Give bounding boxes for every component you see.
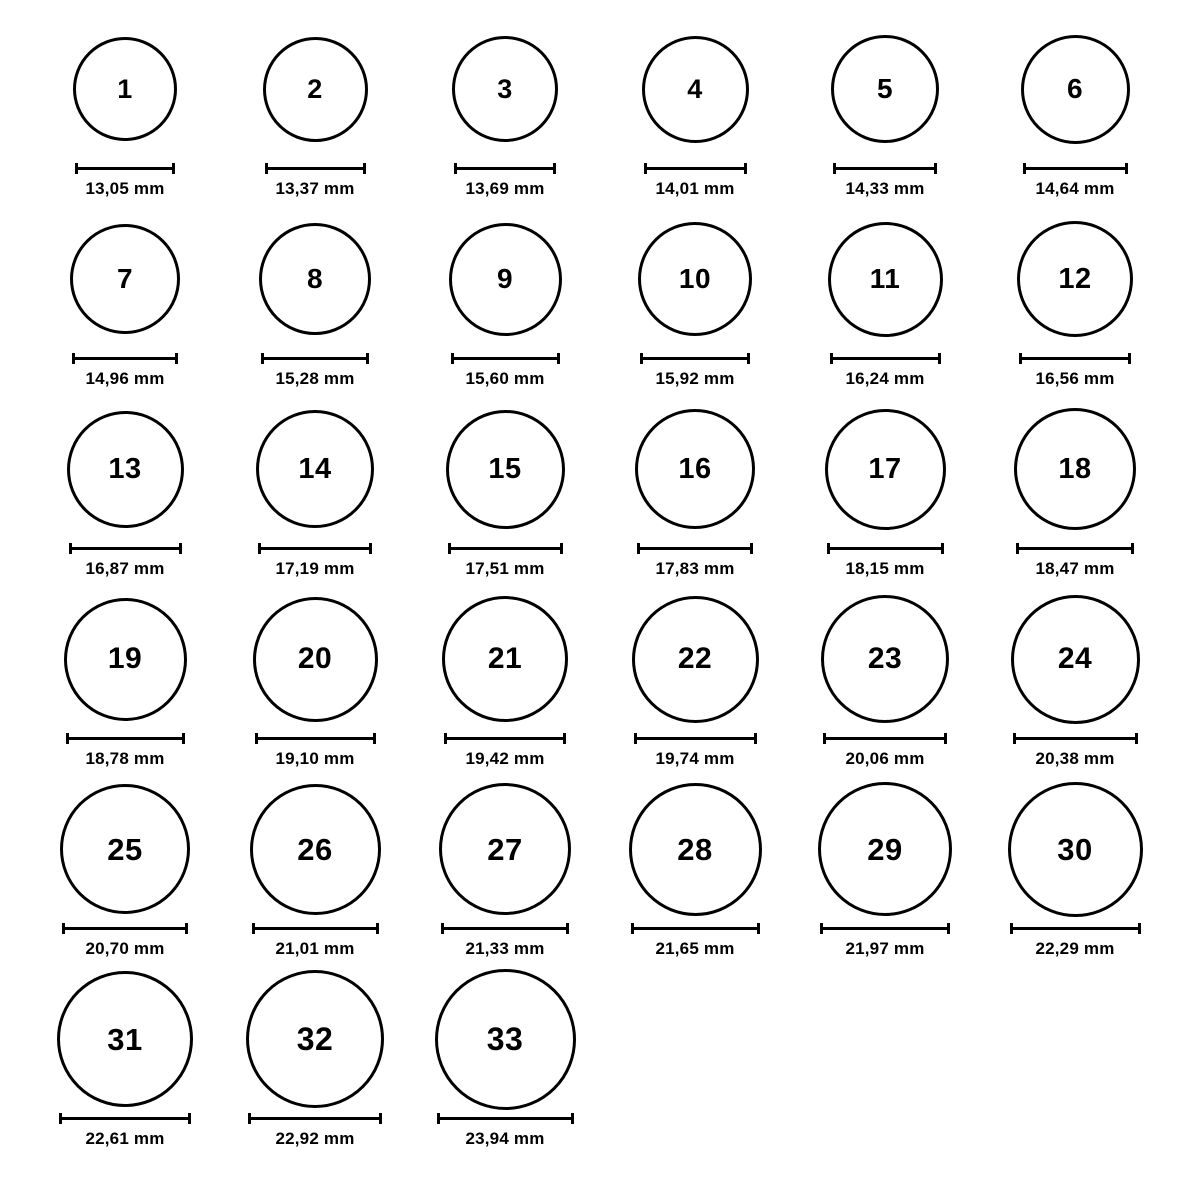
measure-bar-line <box>437 1117 574 1120</box>
ring-circle <box>263 37 368 142</box>
diameter-label: 14,33 mm <box>845 179 925 198</box>
ring-size-cell <box>30 588 220 778</box>
diameter-measure-bar <box>631 922 760 934</box>
ring-circle <box>1021 35 1130 144</box>
ring-circle-wrap <box>825 398 946 540</box>
diameter-label: 22,92 mm <box>275 1129 355 1148</box>
ring-size-number: 16 <box>678 452 712 485</box>
diameter-label: 18,78 mm <box>85 749 165 768</box>
ring-size-number: 9 <box>496 263 514 294</box>
ring-size-number: 30 <box>1057 831 1093 867</box>
measure-bar-line <box>631 927 760 930</box>
ring-size-number: 17 <box>868 452 902 485</box>
measure-bar-line <box>640 357 750 360</box>
measure-bar-line <box>75 167 175 170</box>
diameter-label: 20,38 mm <box>1035 749 1115 768</box>
measure-bar-graphic <box>454 163 556 174</box>
diameter-label: 21,33 mm <box>465 939 545 958</box>
measure-bar-line <box>72 357 178 360</box>
ring-size-number: 15 <box>488 452 522 485</box>
ring-circle <box>449 223 562 336</box>
ring-size-number: 4 <box>687 73 703 104</box>
ring-size-number: 10 <box>678 263 712 294</box>
diameter-label: 17,19 mm <box>275 559 355 578</box>
ring-size-cell <box>220 778 410 968</box>
diameter-measure-bar <box>820 922 950 934</box>
measure-bar-line <box>448 547 563 550</box>
ring-circle <box>821 595 949 723</box>
diameter-measure-bar <box>437 1112 574 1124</box>
ring-size-number: 22 <box>677 642 713 675</box>
ring-circle <box>638 222 752 336</box>
measure-bar-graphic <box>75 163 175 174</box>
diameter-label: 23,94 mm <box>465 1129 545 1148</box>
ring-circle <box>825 409 946 530</box>
ring-circle <box>446 410 565 529</box>
ring-size-cell <box>30 18 220 208</box>
ring-size-number: 3 <box>497 73 513 104</box>
measure-bar-graphic <box>1016 543 1134 554</box>
measure-bar-graphic <box>631 923 760 934</box>
ring-size-cell <box>220 208 410 398</box>
measure-bar-graphic <box>830 353 941 364</box>
ring-size-number: 25 <box>107 831 143 867</box>
measure-bar-graphic <box>634 733 757 744</box>
diameter-label: 20,06 mm <box>845 749 925 768</box>
ring-size-cell <box>790 588 980 778</box>
measure-bar-graphic <box>72 353 178 364</box>
ring-circle-wrap <box>1008 778 1143 920</box>
ring-size-cell <box>410 968 600 1158</box>
ring-size-cell <box>980 778 1170 968</box>
ring-circle <box>259 223 371 335</box>
ring-size-number: 6 <box>1066 73 1084 104</box>
measure-bar-line <box>255 737 376 740</box>
ring-size-number: 33 <box>486 1021 524 1057</box>
measure-bar-graphic <box>258 543 372 554</box>
ring-size-number: 1 <box>117 73 133 104</box>
diameter-label: 13,69 mm <box>465 179 545 198</box>
ring-size-cell <box>30 968 220 1158</box>
measure-bar-graphic <box>827 543 944 554</box>
ring-circle <box>818 782 952 916</box>
ring-size-cell <box>410 398 600 588</box>
measure-bar-line <box>637 547 753 550</box>
ring-circle-wrap <box>439 778 571 920</box>
ring-circle-wrap <box>60 778 190 920</box>
ring-grid <box>0 18 1200 1158</box>
diameter-measure-bar <box>830 352 941 364</box>
ring-circle-wrap <box>1017 208 1133 350</box>
ring-circle-wrap <box>1014 398 1136 540</box>
ring-size-cell <box>410 778 600 968</box>
ring-circle <box>439 783 571 915</box>
ring-circle <box>452 36 558 142</box>
measure-bar-graphic <box>451 353 560 364</box>
measure-bar-graphic <box>448 543 563 554</box>
ring-size-cell <box>790 18 980 208</box>
diameter-measure-bar <box>444 732 566 744</box>
ring-size-cell <box>410 18 600 208</box>
ring-circle <box>1017 221 1133 337</box>
measure-bar-line <box>644 167 747 170</box>
diameter-measure-bar <box>1016 542 1134 554</box>
ring-circle-wrap <box>1011 588 1140 730</box>
measure-bar-line <box>820 927 950 930</box>
ring-size-number: 13 <box>108 452 142 485</box>
ring-circle <box>64 598 187 721</box>
ring-size-cell <box>980 398 1170 588</box>
measure-bar-graphic <box>1013 733 1138 744</box>
ring-circle-wrap <box>632 588 759 730</box>
ring-size-number: 31 <box>107 1021 143 1057</box>
ring-size-number: 7 <box>116 263 134 294</box>
ring-size-cell <box>30 208 220 398</box>
ring-circle-wrap <box>629 778 762 920</box>
diameter-measure-bar <box>451 352 560 364</box>
diameter-label: 15,92 mm <box>655 369 735 388</box>
ring-size-cell <box>600 208 790 398</box>
ring-size-cell <box>220 968 410 1158</box>
ring-size-number: 5 <box>876 73 894 104</box>
ring-size-number: 20 <box>297 642 333 675</box>
ring-size-cell <box>790 208 980 398</box>
ring-circle <box>442 596 568 722</box>
measure-bar-line <box>69 547 182 550</box>
measure-bar-line <box>62 927 188 930</box>
measure-bar-line <box>833 167 937 170</box>
diameter-label: 14,01 mm <box>655 179 735 198</box>
ring-circle <box>253 597 378 722</box>
measure-bar-graphic <box>823 733 947 744</box>
diameter-label: 13,37 mm <box>275 179 355 198</box>
diameter-label: 15,28 mm <box>275 369 355 388</box>
diameter-measure-bar <box>448 542 563 554</box>
ring-size-number: 29 <box>867 831 903 867</box>
diameter-measure-bar <box>1010 922 1141 934</box>
ring-size-cell <box>980 208 1170 398</box>
ring-circle <box>246 970 384 1108</box>
measure-bar-line <box>258 547 372 550</box>
ring-size-number: 26 <box>297 831 333 867</box>
ring-size-number: 32 <box>296 1021 334 1057</box>
ring-circle-wrap <box>442 588 568 730</box>
diameter-measure-bar <box>248 1112 382 1124</box>
diameter-label: 17,83 mm <box>655 559 735 578</box>
measure-bar-graphic <box>255 733 376 744</box>
diameter-label: 19,42 mm <box>465 749 545 768</box>
ring-size-cell <box>600 398 790 588</box>
diameter-measure-bar <box>66 732 185 744</box>
diameter-measure-bar <box>265 162 366 174</box>
measure-bar-line <box>827 547 944 550</box>
measure-bar-graphic <box>437 1113 574 1124</box>
diameter-measure-bar <box>454 162 556 174</box>
diameter-measure-bar <box>255 732 376 744</box>
diameter-label: 14,64 mm <box>1035 179 1115 198</box>
diameter-label: 22,61 mm <box>85 1129 165 1148</box>
measure-bar-graphic <box>644 163 747 174</box>
ring-size-cell <box>220 398 410 588</box>
diameter-measure-bar <box>827 542 944 554</box>
ring-circle-wrap <box>828 208 943 350</box>
measure-bar-line <box>1016 547 1134 550</box>
ring-size-cell <box>980 18 1170 208</box>
ring-circle-wrap <box>256 398 374 540</box>
ring-circle <box>250 784 381 915</box>
ring-size-number: 14 <box>298 452 332 485</box>
ring-circle-wrap <box>57 968 193 1110</box>
measure-bar-line <box>634 737 757 740</box>
measure-bar-line <box>1010 927 1141 930</box>
ring-circle-wrap <box>818 778 952 920</box>
ring-circle-wrap <box>821 588 949 730</box>
ring-circle <box>57 971 193 1107</box>
measure-bar-graphic <box>261 353 369 364</box>
ring-circle <box>1008 782 1143 917</box>
ring-circle <box>629 783 762 916</box>
measure-bar-graphic <box>444 733 566 744</box>
measure-bar-graphic <box>59 1113 191 1124</box>
diameter-measure-bar <box>644 162 747 174</box>
measure-bar-graphic <box>441 923 569 934</box>
measure-bar-graphic <box>1019 353 1131 364</box>
diameter-measure-bar <box>69 542 182 554</box>
measure-bar-line <box>823 737 947 740</box>
ring-size-cell <box>220 588 410 778</box>
ring-size-number: 19 <box>107 642 143 675</box>
ring-circle-wrap <box>446 398 565 540</box>
measure-bar-line <box>66 737 185 740</box>
ring-size-cell <box>410 208 600 398</box>
measure-bar-line <box>1019 357 1131 360</box>
diameter-measure-bar <box>441 922 569 934</box>
ring-circle <box>828 222 943 337</box>
measure-bar-line <box>441 927 569 930</box>
diameter-measure-bar <box>59 1112 191 1124</box>
ring-size-cell <box>790 778 980 968</box>
ring-size-number: 8 <box>306 263 324 294</box>
ring-circle <box>435 969 576 1110</box>
diameter-label: 19,10 mm <box>275 749 355 768</box>
ring-circle <box>60 784 190 914</box>
measure-bar-line <box>59 1117 191 1120</box>
ring-circle-wrap <box>635 398 755 540</box>
diameter-measure-bar <box>823 732 947 744</box>
diameter-measure-bar <box>640 352 750 364</box>
diameter-measure-bar <box>1023 162 1128 174</box>
measure-bar-graphic <box>640 353 750 364</box>
diameter-measure-bar <box>252 922 379 934</box>
diameter-label: 17,51 mm <box>465 559 545 578</box>
diameter-label: 16,56 mm <box>1035 369 1115 388</box>
ring-circle-wrap <box>253 588 378 730</box>
diameter-label: 21,01 mm <box>275 939 355 958</box>
ring-size-number: 12 <box>1058 262 1092 295</box>
ring-circle <box>256 410 374 528</box>
ring-circle-wrap <box>64 588 187 730</box>
diameter-measure-bar <box>62 922 188 934</box>
ring-size-cell <box>30 778 220 968</box>
ring-circle-wrap <box>449 208 562 350</box>
ring-size-cell <box>600 18 790 208</box>
ring-circle-wrap <box>831 18 939 160</box>
measure-bar-line <box>265 167 366 170</box>
diameter-label: 15,60 mm <box>465 369 545 388</box>
diameter-measure-bar <box>833 162 937 174</box>
ring-size-cell <box>410 588 600 778</box>
diameter-label: 16,87 mm <box>85 559 165 578</box>
ring-circle-wrap <box>250 778 381 920</box>
measure-bar-graphic <box>833 163 937 174</box>
ring-size-number: 18 <box>1058 452 1092 485</box>
diameter-label: 13,05 mm <box>85 179 165 198</box>
measure-bar-graphic <box>1023 163 1128 174</box>
diameter-measure-bar <box>634 732 757 744</box>
measure-bar-line <box>1013 737 1138 740</box>
ring-circle <box>1011 595 1140 724</box>
ring-circle <box>70 224 180 334</box>
ring-circle-wrap <box>70 208 180 350</box>
diameter-label: 18,47 mm <box>1035 559 1115 578</box>
ring-size-number: 21 <box>487 642 523 675</box>
measure-bar-graphic <box>248 1113 382 1124</box>
measure-bar-line <box>1023 167 1128 170</box>
ring-circle-wrap <box>263 18 368 160</box>
ring-size-number: 27 <box>487 831 523 867</box>
ring-circle-wrap <box>452 18 558 160</box>
measure-bar-line <box>444 737 566 740</box>
measure-bar-line <box>252 927 379 930</box>
diameter-measure-bar <box>72 352 178 364</box>
measure-bar-line <box>830 357 941 360</box>
diameter-label: 20,70 mm <box>85 939 165 958</box>
ring-size-number: 24 <box>1057 642 1093 675</box>
ring-circle-wrap <box>435 968 576 1110</box>
ring-size-cell <box>980 588 1170 778</box>
measure-bar-graphic <box>66 733 185 744</box>
diameter-measure-bar <box>75 162 175 174</box>
measure-bar-line <box>261 357 369 360</box>
measure-bar-line <box>248 1117 382 1120</box>
diameter-measure-bar <box>1013 732 1138 744</box>
diameter-label: 16,24 mm <box>845 369 925 388</box>
measure-bar-graphic <box>820 923 950 934</box>
diameter-label: 22,29 mm <box>1035 939 1115 958</box>
ring-circle <box>67 411 184 528</box>
diameter-measure-bar <box>1019 352 1131 364</box>
diameter-label: 21,65 mm <box>655 939 735 958</box>
measure-bar-graphic <box>69 543 182 554</box>
ring-circle <box>632 596 759 723</box>
measure-bar-graphic <box>265 163 366 174</box>
measure-bar-graphic <box>252 923 379 934</box>
diameter-label: 21,97 mm <box>845 939 925 958</box>
diameter-measure-bar <box>261 352 369 364</box>
ring-size-cell <box>790 398 980 588</box>
ring-size-cell <box>220 18 410 208</box>
ring-size-number: 28 <box>677 831 713 867</box>
measure-bar-graphic <box>637 543 753 554</box>
measure-bar-line <box>451 357 560 360</box>
ring-size-number: 2 <box>307 73 323 104</box>
ring-circle <box>1014 408 1136 530</box>
ring-circle <box>73 37 177 141</box>
ring-circle-wrap <box>73 18 177 160</box>
ring-size-cell <box>600 588 790 778</box>
ring-circle-wrap <box>1021 18 1130 160</box>
diameter-label: 18,15 mm <box>845 559 925 578</box>
diameter-label: 19,74 mm <box>655 749 735 768</box>
ring-size-number: 23 <box>867 642 903 675</box>
ring-circle <box>642 36 749 143</box>
diameter-measure-bar <box>637 542 753 554</box>
ring-circle <box>831 35 939 143</box>
ring-size-number: 11 <box>869 263 901 294</box>
measure-bar-line <box>454 167 556 170</box>
measure-bar-graphic <box>1010 923 1141 934</box>
ring-circle-wrap <box>638 208 752 350</box>
ring-circle-wrap <box>259 208 371 350</box>
ring-size-cell <box>600 778 790 968</box>
ring-circle <box>635 409 755 529</box>
ring-circle-wrap <box>246 968 384 1110</box>
ring-circle-wrap <box>67 398 184 540</box>
diameter-label: 14,96 mm <box>85 369 165 388</box>
ring-circle-wrap <box>642 18 749 160</box>
ring-size-cell <box>30 398 220 588</box>
diameter-measure-bar <box>258 542 372 554</box>
measure-bar-graphic <box>62 923 188 934</box>
